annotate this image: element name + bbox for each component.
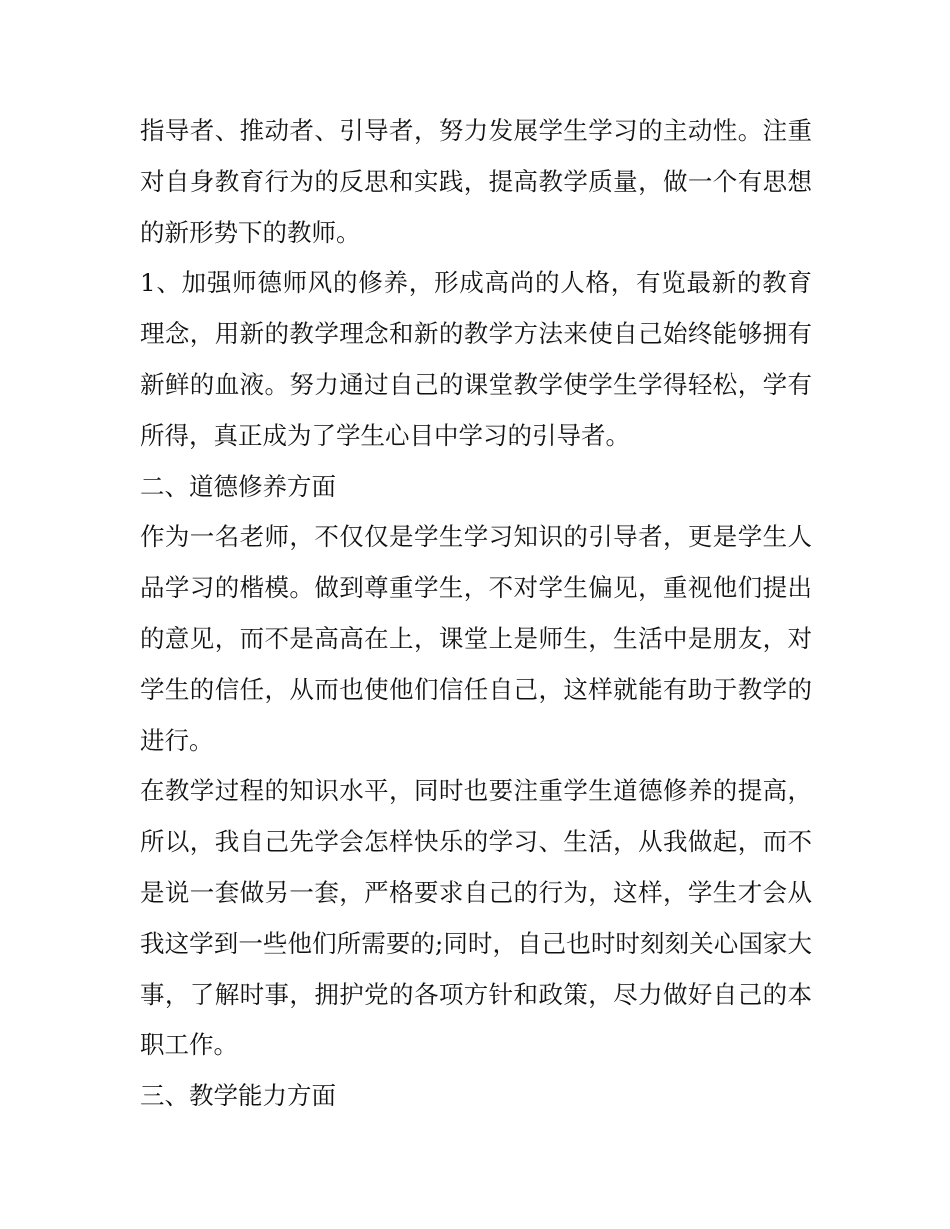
section-heading-moral: 二、道德修养方面 xyxy=(140,471,336,501)
paragraph-teacher-role: 指导者、推动者、引导者，努力发展学生学习的主动性。注重对自身教育行为的反思和实践，提高教学质量，做一个有思想的新形势下的教师。 xyxy=(140,116,812,247)
section-heading-teaching: 三、教学能力方面 xyxy=(140,1081,336,1111)
paragraph-moral-cultivation: 在教学过程的知识水平，同时也要注重学生道德修养的提高，所以，我自己先学会怎样快乐的学习、生活，从我做起，而不是说一套做另一套，严格要求自己的行为，这样，学生才会从我这学到一些他们所需要的;同时，自己也时时刻刻关心国家大事，了解时事，拥护党的各项方针和政策，尽力做好自己的本职工作。 xyxy=(140,776,812,1060)
paragraph-ethics-item-1: 1、加强师德师风的修养，形成高尚的人格，有览最新的教育理念，用新的教学理念和新的教学方法来使自己始终能够拥有新鲜的血液。努力通过自己的课堂教学使学生学得轻松，学有所得，真正成为了学生心目中学习的引导者。 xyxy=(140,268,812,450)
paragraph-moral-role-model: 作为一名老师，不仅仅是学生学习知识的引导者，更是学生人品学习的楷模。做到尊重学生，不对学生偏见，重视他们提出的意见，而不是高高在上，课堂上是师生，生活中是朋友，对学生的信任，从而也使他们信任自己，这样就能有助于教学的进行。 xyxy=(140,522,812,755)
document-body xyxy=(140,106,812,1122)
